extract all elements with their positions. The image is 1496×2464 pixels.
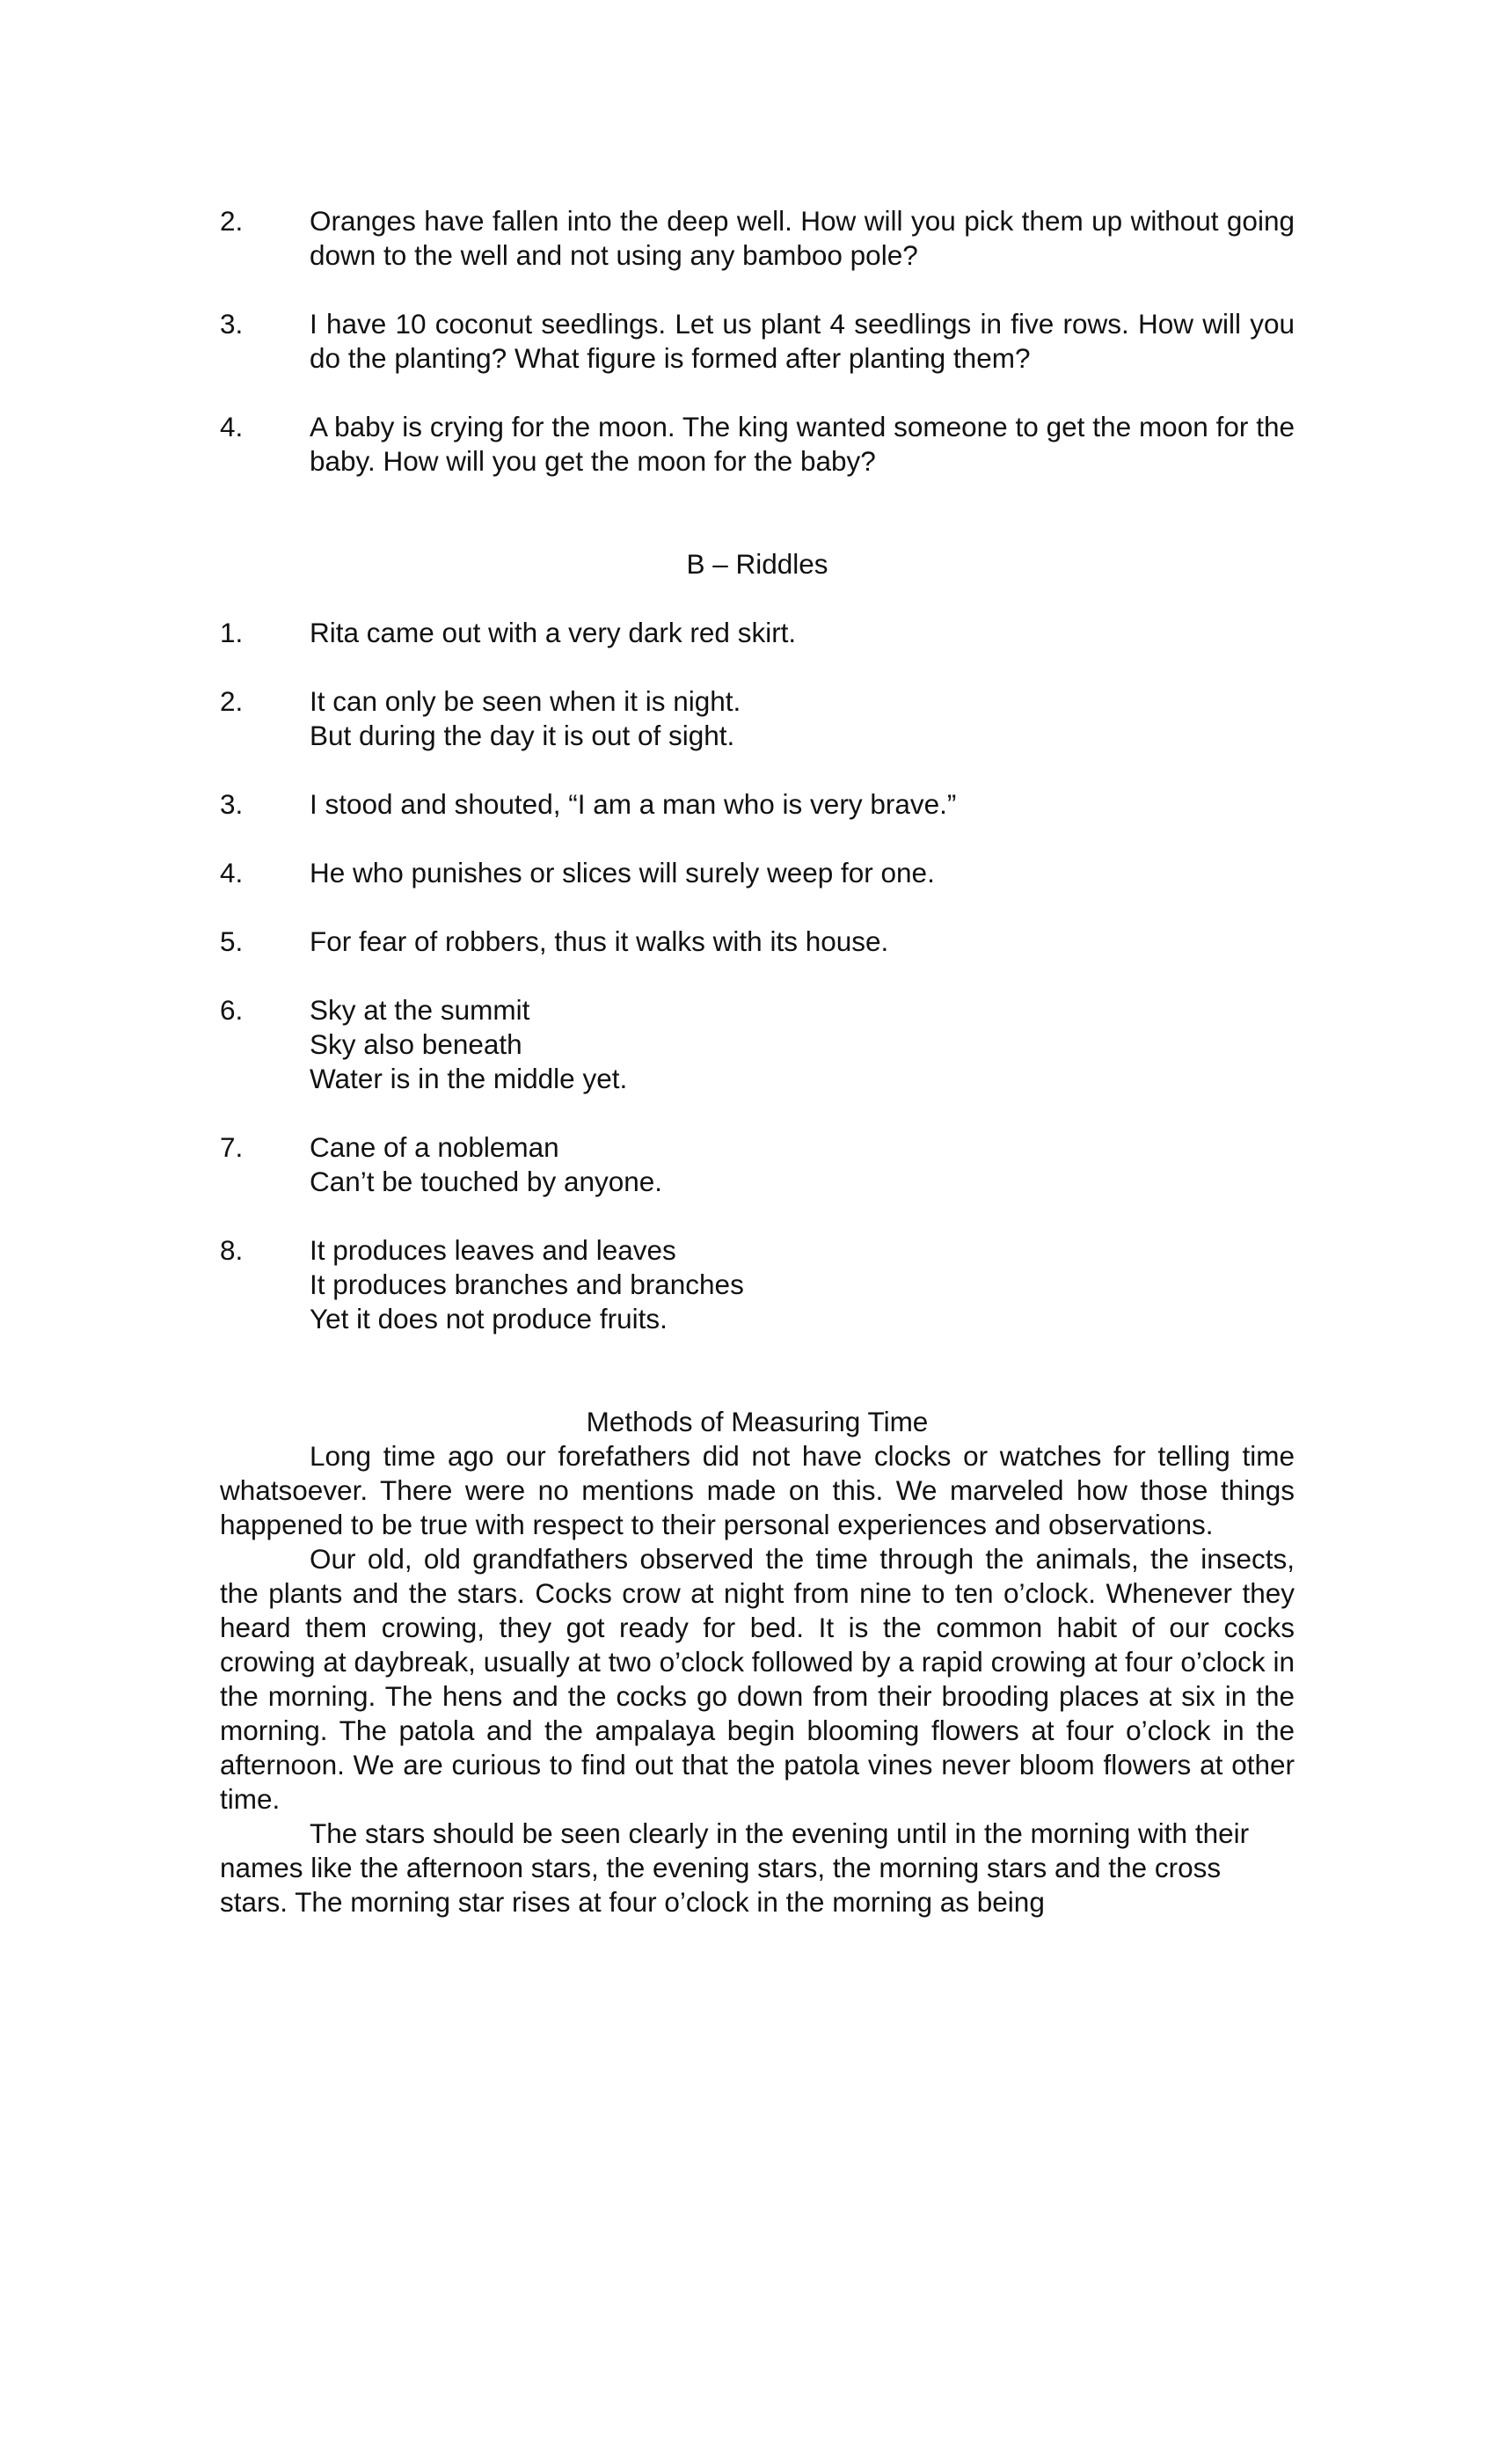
item-text (310, 1130, 1295, 1199)
item-number: 3. (220, 308, 244, 340)
riddle-item (220, 925, 1295, 959)
item-text: A baby is crying for the moon. The king wanted someone to get the moon for the baby. How will you get the moon for the baby? (310, 411, 1295, 477)
item-text (310, 684, 1295, 753)
item-number: 7. (220, 1131, 244, 1163)
riddle-line: It can only be seen when it is night. (310, 685, 741, 717)
list-item (220, 307, 1295, 376)
riddle-line: Can’t be touched by anyone. (310, 1166, 663, 1197)
section-heading-riddles: B – Riddles (686, 548, 828, 580)
riddle-line: Water is in the middle yet. (310, 1063, 628, 1094)
item-number: 5. (220, 925, 244, 957)
riddle-item (220, 787, 1295, 822)
item-number: 8. (220, 1234, 244, 1266)
riddle-line: He who punishes or slices will surely weep for one. (310, 857, 935, 888)
riddle-line: I stood and shouted, “I am a man who is very brave.” (310, 788, 957, 820)
body-paragraph: Our old, old grandfathers observed the time through the animals, the insects, the plants and the stars. Cocks crow at night from nine to ten o’clock. Whenever they heard them crowing, they got ready for bed. It is the common habit of our cocks crowing at daybreak, usually at two o’clock followed by a rapid crowing at four o’clock in the morning. The hens and the cocks go down from their brooding places at six in the morning. The patola and the ampalaya begin blooming flowers at four o’clock in the afternoon. We are curious to find out that the patola vines never bloom flowers at other time. (220, 1543, 1295, 1815)
riddle-line: Sky at the summit (310, 994, 530, 1026)
item-text (310, 993, 1295, 1096)
body-paragraph: Long time ago our forefathers did not have clocks or watches for telling time whatsoever. There were no mentions made on this. We marveled how those things happened to be true with respect to their personal experiences and observations. (220, 1440, 1295, 1540)
item-number: 1. (220, 617, 244, 648)
item-text (310, 616, 1295, 650)
section-heading-methods: Methods of Measuring Time (586, 1406, 929, 1437)
item-text (310, 1233, 1295, 1336)
riddle-line: But during the day it is out of sight. (310, 720, 735, 751)
riddle-line: It produces branches and branches (310, 1269, 744, 1300)
item-number: 3. (220, 788, 244, 820)
list-item (220, 410, 1295, 479)
item-number: 6. (220, 994, 244, 1026)
riddle-item (220, 1130, 1295, 1199)
body-paragraph: The stars should be seen clearly in the evening until in the morning with their names like the afternoon stars, the evening stars, the morning stars and the cross stars. The morning star rises at four o’clock in the morning as being (220, 1817, 1250, 1918)
item-number: 4. (220, 411, 244, 442)
riddle-item (220, 616, 1295, 650)
riddle-line: Sky also beneath (310, 1028, 522, 1060)
riddle-line: It produces leaves and leaves (310, 1234, 676, 1266)
riddle-line: Rita came out with a very dark red skirt. (310, 617, 797, 648)
riddle-line: Yet it does not produce fruits. (310, 1303, 668, 1334)
item-text (310, 856, 1295, 890)
riddle-line: Cane of a nobleman (310, 1131, 559, 1163)
item-text (310, 925, 1295, 959)
list-item (220, 204, 1295, 273)
riddle-item (220, 993, 1295, 1096)
riddle-item (220, 1233, 1295, 1336)
item-text: I have 10 coconut seedlings. Let us plant 4 seedlings in five rows. How will you do the planting? What figure is formed after planting them? (310, 308, 1295, 374)
item-text (310, 787, 1295, 822)
riddle-item (220, 684, 1295, 753)
riddle-item (220, 856, 1295, 890)
document-page (220, 204, 1295, 1919)
item-text: Oranges have fallen into the deep well. How will you pick them up without going down to the well and not using any bamboo pole? (310, 205, 1295, 271)
item-number: 2. (220, 205, 244, 237)
riddle-line: For fear of robbers, thus it walks with its house. (310, 925, 889, 957)
item-number: 4. (220, 857, 244, 888)
item-number: 2. (220, 685, 244, 717)
